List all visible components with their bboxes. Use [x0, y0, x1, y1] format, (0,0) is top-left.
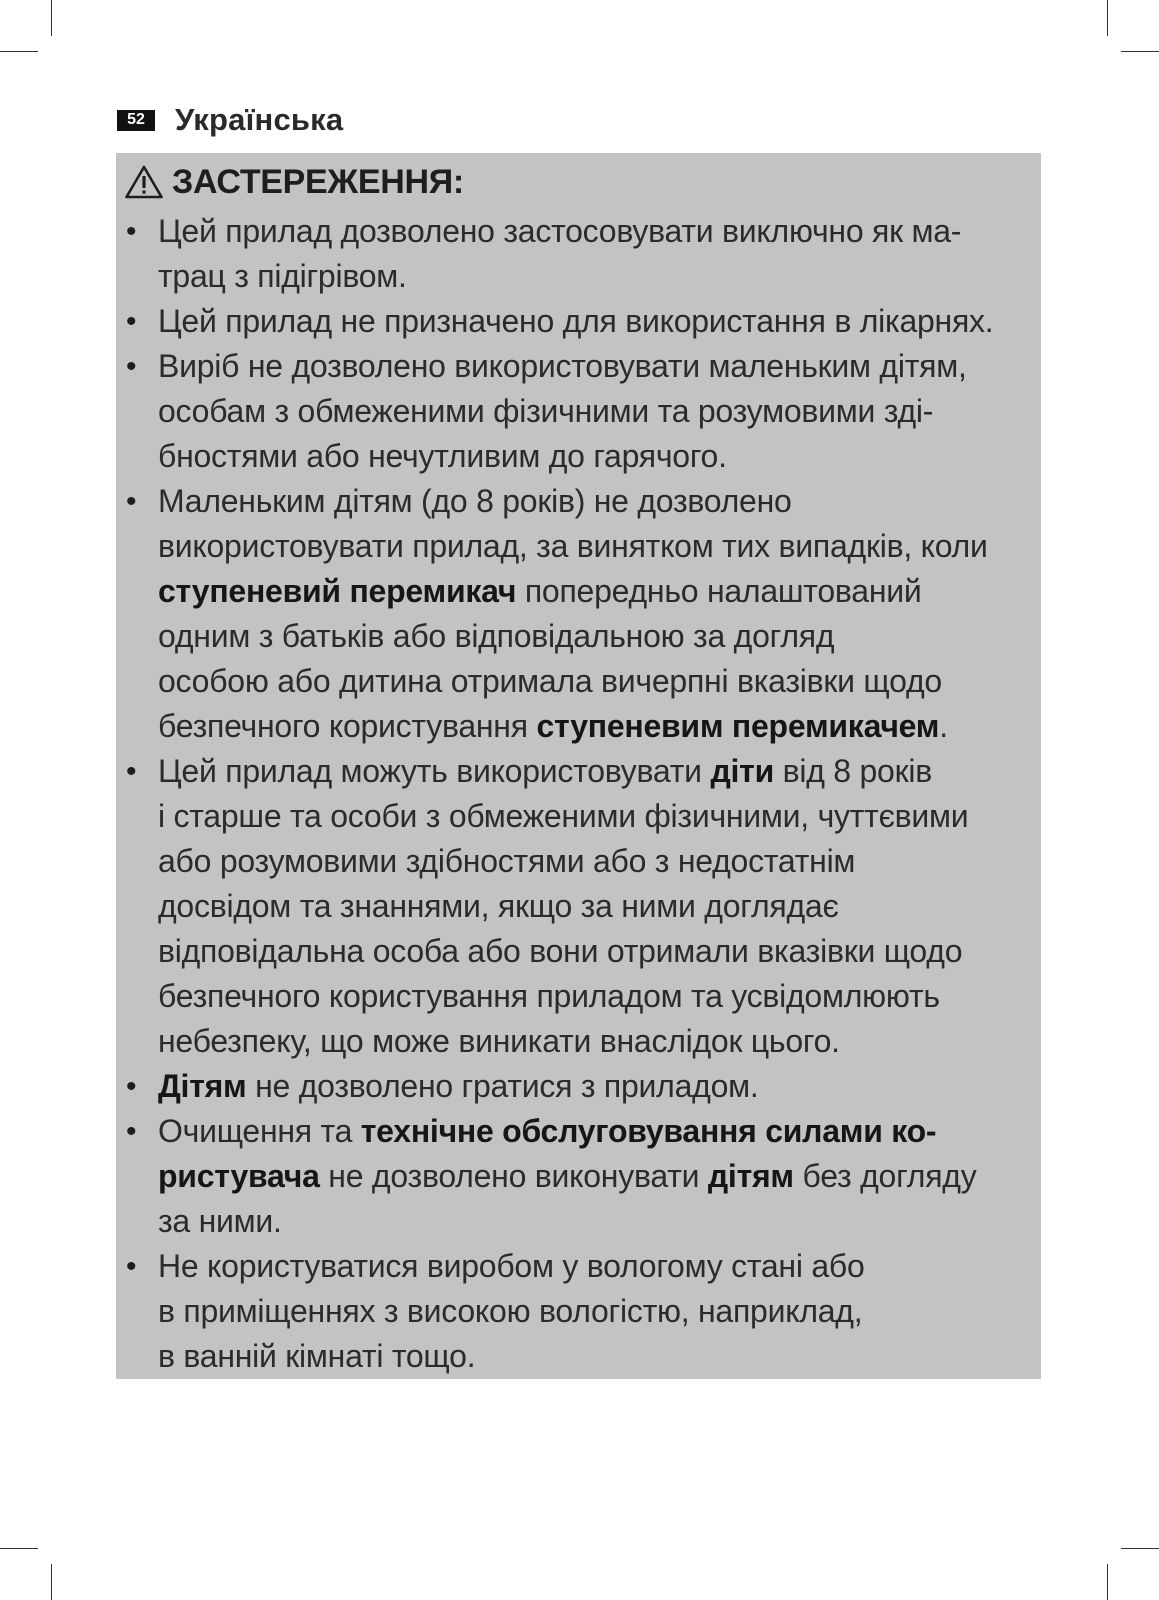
text-line	[158, 254, 1039, 299]
text-line	[158, 479, 1039, 524]
warning-item	[124, 479, 1039, 749]
bullet-icon: •	[126, 1250, 137, 1283]
text-line	[158, 1334, 1039, 1379]
body-text: попередньо налаштований	[516, 573, 922, 609]
section-language: Українська	[175, 102, 344, 137]
text-line	[158, 1289, 1039, 1334]
crop-mark	[51, 1564, 52, 1600]
text-line	[158, 1154, 1039, 1199]
warning-item	[124, 209, 1039, 299]
emphasis-text: ристувача	[158, 1158, 320, 1194]
body-text: використовувати прилад, за винятком тих випадків, коли	[158, 528, 988, 564]
warning-item	[124, 344, 1039, 479]
bullet-icon: •	[126, 215, 137, 248]
text-line	[158, 614, 1039, 659]
text-line	[158, 794, 1039, 839]
text-line	[158, 659, 1039, 704]
body-text: Маленьким дітям (до 8 років) не дозволено	[158, 483, 792, 519]
body-text: за ними.	[158, 1203, 282, 1239]
body-text: в приміщеннях з високою вологістю, наприклад,	[158, 1293, 863, 1329]
text-line	[158, 524, 1039, 569]
body-text: одним з батьків або відповідальною за догляд	[158, 618, 835, 654]
text-line	[158, 884, 1039, 929]
body-text: Не користуватися виробом у вологому стані або	[158, 1248, 865, 1284]
text-line	[158, 389, 1039, 434]
warning-box	[116, 153, 1041, 1379]
body-text: безпечного користування приладом та усвідомлюють	[158, 978, 940, 1014]
crop-mark	[1121, 51, 1159, 52]
body-text: відповідальна особа або вони отримали вказівки щодо	[158, 933, 963, 969]
crop-mark	[1107, 1564, 1108, 1600]
body-text: Цей прилад можуть використовувати	[158, 753, 711, 789]
body-text: або розумовими здібностями або з недостатнім	[158, 843, 856, 879]
crop-mark	[1107, 0, 1108, 36]
text-line	[158, 434, 1039, 479]
warning-item	[124, 1244, 1039, 1379]
body-text: бностями або нечутливим до гарячого.	[158, 438, 727, 474]
emphasis-text: діти	[710, 753, 774, 789]
page-number: 52	[117, 110, 155, 131]
text-line	[158, 929, 1039, 974]
body-text: .	[939, 708, 948, 744]
text-line	[158, 1019, 1039, 1064]
page-header	[117, 100, 343, 140]
body-text: небезпеку, що може виникати внаслідок цього.	[158, 1023, 840, 1059]
warning-heading	[124, 159, 464, 205]
text-line	[158, 344, 1039, 389]
text-line	[158, 569, 1039, 614]
crop-mark	[0, 51, 38, 52]
emphasis-text: дітям	[707, 1158, 794, 1194]
warning-title: ЗАСТЕРЕЖЕННЯ:	[172, 162, 464, 201]
body-text: досвідом та знаннями, якщо за ними доглядає	[158, 888, 839, 924]
text-line	[158, 704, 1039, 749]
emphasis-text: технічне обслуговування силами ко-	[360, 1113, 937, 1149]
warning-list	[124, 209, 1039, 1379]
crop-mark	[1121, 1548, 1159, 1549]
warning-item	[124, 299, 1039, 344]
text-line	[158, 974, 1039, 1019]
emphasis-text: ступеневий перемикач	[158, 573, 517, 609]
emphasis-text: ступеневим перемикачем	[536, 708, 940, 744]
text-line	[158, 839, 1039, 884]
body-text: в ванній кімнаті тощо.	[158, 1338, 476, 1374]
body-text: не дозволено виконувати	[319, 1158, 708, 1194]
text-line	[158, 749, 1039, 794]
warning-item	[124, 1064, 1039, 1109]
body-text: Виріб не дозволено використовувати маленьким дітям,	[158, 348, 967, 384]
body-text: трац з підігрівом.	[158, 258, 407, 294]
body-text: безпечного користування	[158, 708, 537, 744]
body-text: Цей прилад дозволено застосовувати виключно як ма-	[158, 213, 962, 249]
body-text: особою або дитина отримала вичерпні вказівки щодо	[158, 663, 942, 699]
text-line	[158, 1244, 1039, 1289]
body-text: від 8 років	[773, 753, 932, 789]
text-line	[158, 1109, 1039, 1154]
warning-item	[124, 749, 1039, 1064]
crop-mark	[51, 0, 52, 36]
crop-mark	[0, 1548, 38, 1549]
body-text: особам з обмеженими фізичними та розумовими зді-	[158, 393, 934, 429]
bullet-icon: •	[126, 305, 137, 338]
text-line	[158, 1199, 1039, 1244]
bullet-icon: •	[126, 350, 137, 383]
text-line	[158, 209, 1039, 254]
warning-triangle-icon	[124, 164, 164, 200]
bullet-icon: •	[126, 485, 137, 518]
bullet-icon: •	[126, 1070, 137, 1103]
body-text: без догляду	[793, 1158, 977, 1194]
body-text: Цей прилад не призначено для використання в лікарнях.	[158, 303, 994, 339]
bullet-icon: •	[126, 755, 137, 788]
text-line	[158, 1064, 1039, 1109]
emphasis-text: Дітям	[158, 1068, 247, 1104]
body-text: Очищення та	[158, 1113, 361, 1149]
bullet-icon: •	[126, 1115, 137, 1148]
warning-item	[124, 1109, 1039, 1244]
text-line	[158, 299, 1039, 344]
body-text: не дозволено гратися з приладом.	[246, 1068, 759, 1104]
body-text: і старше та особи з обмеженими фізичними, чуттєвими	[158, 798, 969, 834]
